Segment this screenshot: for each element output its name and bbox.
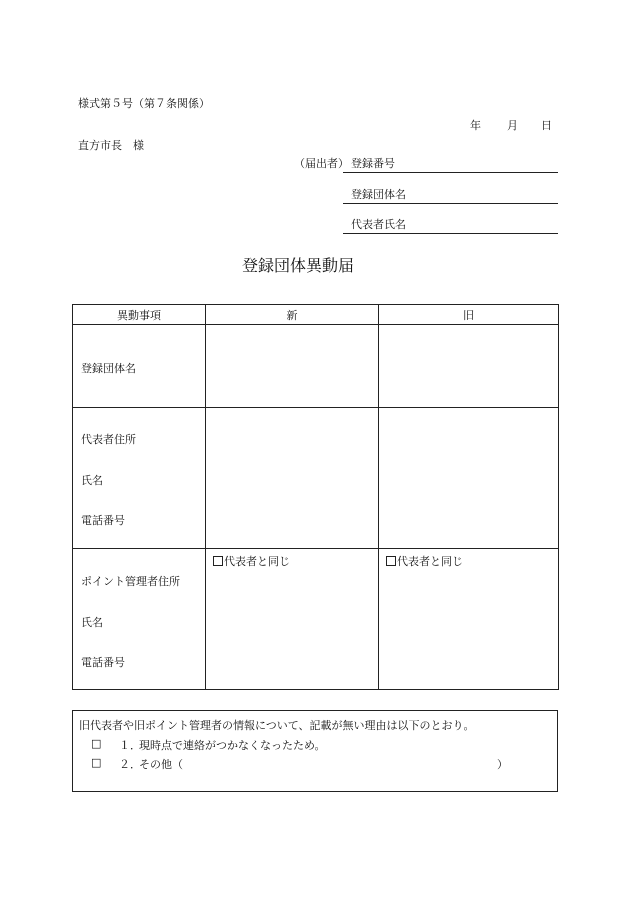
representative-old-cell[interactable] (379, 408, 559, 549)
reason-intro: 旧代表者や旧ポイント管理者の情報について、記載が無い理由は以下のとおり。 (79, 719, 475, 732)
rep-name-label: 氏名 (81, 474, 103, 487)
page-title: 登録団体異動届 (242, 256, 355, 275)
group-name-new-cell[interactable] (206, 325, 379, 408)
row-group-name-label: 登録団体名 (81, 362, 136, 375)
representative-new-cell[interactable] (206, 408, 379, 549)
rep-address-label: 代表者住所 (81, 433, 136, 446)
representative-name-line[interactable] (343, 233, 558, 234)
same-as-rep-new-checkbox[interactable] (213, 556, 223, 566)
option1-text: 現時点で連絡がつかなくなったため。 (139, 739, 326, 752)
date-day-label: 日 (541, 119, 552, 132)
registration-number-line[interactable] (343, 172, 558, 173)
option2-close-paren: ） (497, 758, 508, 771)
reason-note-box (72, 710, 558, 792)
manager-phone-label: 電話番号 (81, 656, 125, 669)
option2-text: その他（ (139, 758, 183, 771)
row-representative-label-cell (73, 408, 206, 549)
option2-checkbox[interactable]: □ (91, 756, 102, 769)
same-as-rep-old-checkbox[interactable] (386, 556, 396, 566)
point-manager-old-cell[interactable] (379, 549, 559, 690)
option2-number: ２． (119, 758, 141, 771)
row-point-manager-label-cell (73, 549, 206, 690)
option1-number: １． (119, 739, 141, 752)
group-name-line[interactable] (343, 203, 558, 204)
group-name-old-cell[interactable] (379, 325, 559, 408)
row-group-name-label-cell (73, 325, 206, 408)
header-old: 旧 (379, 305, 559, 325)
header-change-item: 異動事項 (73, 305, 206, 325)
rep-phone-label: 電話番号 (81, 514, 125, 527)
point-manager-new-cell[interactable] (206, 549, 379, 690)
option1-checkbox[interactable]: □ (91, 737, 102, 750)
form-number: 様式第５号（第７条関係） (78, 97, 210, 110)
header-new: 新 (206, 305, 379, 325)
manager-address-label: ポイント管理者住所 (81, 575, 180, 588)
date-year-label: 年 (470, 119, 481, 132)
same-as-rep-new-label: 代表者と同じ (224, 555, 290, 568)
date-month-label: 月 (507, 119, 518, 132)
applicant-field-group-name: 登録団体名 (351, 188, 406, 201)
same-as-rep-old-label: 代表者と同じ (397, 555, 463, 568)
applicant-field-representative-name: 代表者氏名 (351, 218, 406, 231)
addressee: 直方市長 様 (78, 139, 144, 152)
option2-other-input-area[interactable] (195, 755, 495, 769)
manager-name-label: 氏名 (81, 616, 103, 629)
change-table (72, 304, 559, 690)
applicant-field-registration-number: 登録番号 (351, 157, 395, 170)
applicant-label: （届出者） (294, 157, 349, 170)
